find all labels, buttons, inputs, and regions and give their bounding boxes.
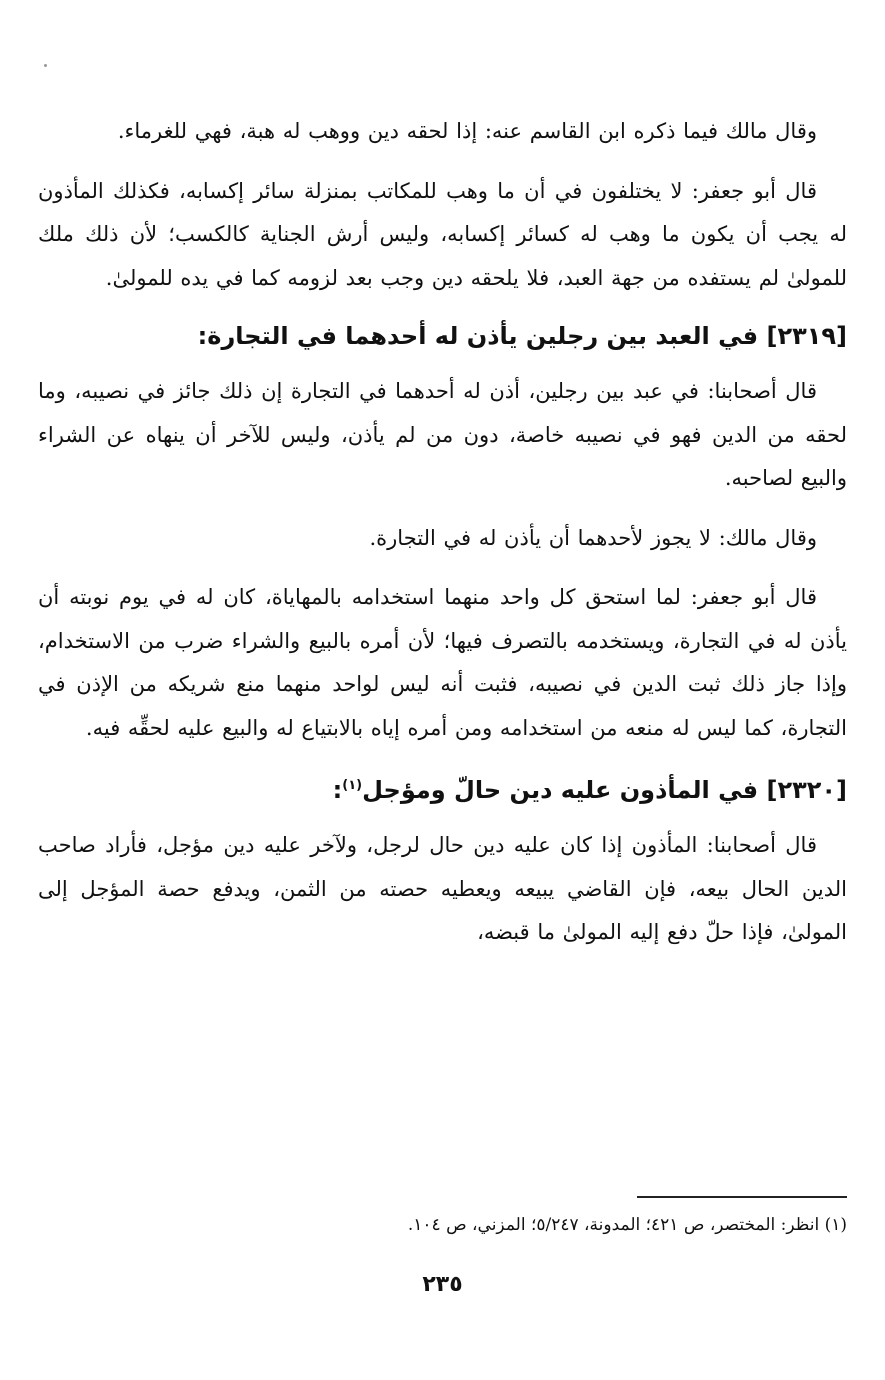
paragraph-text: قال أصحابنا: المأذون إذا كان عليه دين حال لرجل، ولآخر عليه دين مؤجل، فأراد صاحب الدين الحال بيعه، فإن القاضي يبيعه ويعطيه حصته من الثمن، ويدفع حصة المؤجل إلى المولىٰ، فإذا حلّ دفع إليه المولىٰ ما قبضه، [38,833,847,944]
section-number: [٢٣٢٠] [766,776,847,804]
footnote-divider [637,1196,847,1198]
paragraph-companions-2 [38,824,847,955]
section-heading-2320 [38,766,847,810]
page-number: ٢٣٥ [422,1272,463,1297]
footnote-reference[interactable]: (١) [342,778,363,793]
paragraph-abu-jafar-2 [38,576,847,750]
paragraph-malik-2 [38,517,847,561]
footnote: (١) انظر: المختصر، ص ٤٢١؛ المدونة، ٥/٢٤٧؛ المزني، ص ١٠٤. [407,1215,847,1235]
paragraph-companions-1 [38,370,847,501]
section-title: في المأذون عليه دين حالّ ومؤجل [362,776,759,804]
paragraph-text: قال أصحابنا: في عبد بين رجلين، أذن له أحدهما في التجارة إن ذلك جائز في نصيبه، وما لحقه من الدين فهو في نصيبه خاصة، دون من لم يأذن، وليس للآخر أن ينهاه عن الشراء والبيع لصاحبه. [38,379,847,490]
paragraph-text: قال أبو جعفر: لما استحق كل واحد منهما استخدامه بالمهاياة، كان له في يوم نوبته أن يأذن له في التجارة، ويستخدمه بالتصرف فيها؛ لأن أمره بالبيع والشراء ضرب من الاستخدام، وإذا جاز ذلك ثبت الدين في نصيبه، فثبت أنه ليس لواحد منهما منع شريكه من الإذن في التجارة، كما ليس له منعه من استخدامه ومن أمره إياه بالابتياع له والبيع عليه لحقِّه فيه. [38,585,847,740]
paragraph-malik-gift [38,110,847,154]
section-heading-2319 [38,316,847,356]
scan-speck [44,64,47,67]
section-title: في العبد بين رجلين يأذن له أحدهما في التجارة: [197,322,759,350]
section-number: [٢٣١٩] [766,322,847,350]
paragraph-text: قال أبو جعفر: لا يختلفون في أن ما وهب للمكاتب بمنزلة سائر إكسابه، فكذلك المأذون له يجب أن يكون ما وهب له كسائر إكسابه، وليس أرش الجناية كالكسب؛ لأن ذلك ملك للمولىٰ لم يستفده من جهة العبد، فلا يلحقه دين وجب بعد لزومه كما في يده للمولىٰ. [38,178,847,290]
paragraph-abu-jafar-1 [38,170,847,301]
heading-colon: : [332,776,343,804]
paragraph-text: وقال مالك: لا يجوز لأحدهما أن يأذن له في التجارة. [369,525,817,550]
paragraph-text: وقال مالك فيما ذكره ابن القاسم عنه: إذا لحقه دين ووهب له هبة، فهي للغرماء. [117,119,817,143]
